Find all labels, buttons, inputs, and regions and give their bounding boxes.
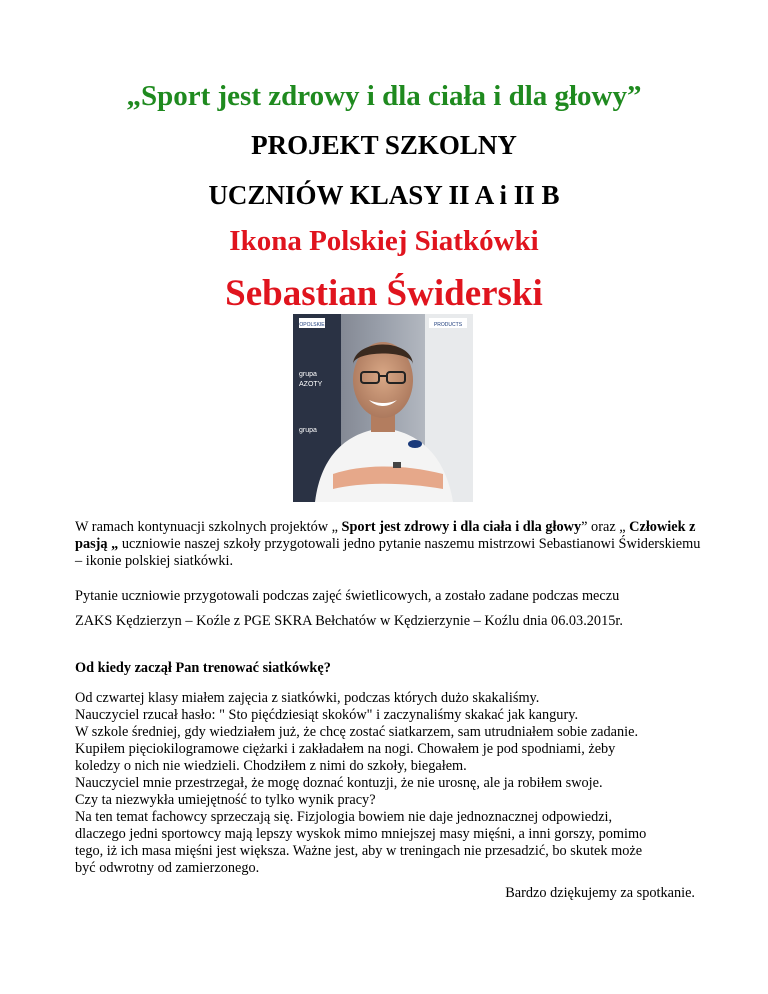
answer-line: Kupiłem pięciokilogramowe ciężarki i zakładałem na nogi. Chowałem je pod spodniami, żeby [75,741,616,757]
answer-line: koledzy o nich nie wiedzieli. Chodziłem z nimi do szkoły, biegałem. [75,758,467,774]
intro-part-3: uczniowie naszej szkoły przygotowali jedno pytanie naszemu mistrzowi Sebastianowi Świderskiemu – ikonie polskiej siatkówki. [75,536,701,569]
intro-bold-2: Człowiek z pasją „ [75,519,696,552]
intro-part-1: W ramach kontynuacji szkolnych projektów „ [75,519,342,535]
question-heading: Od kiedy zaczął Pan trenować siatkówkę? [75,660,331,676]
banner-text-1: OPOLSKIE [299,322,325,328]
context-line-1: Pytanie uczniowie przygotowali podczas zajęć świetlicowych, a zostało zadane podczas meczu [75,588,620,604]
answer-paragraph [75,690,705,877]
slogan-heading: „Sport jest zdrowy i dla ciała i dla głowy” [126,80,642,112]
banner-text-2: PRODUCTS [433,322,463,328]
answer-line: tego, iż ich masa mięśni jest większa. Ważne jest, aby w treningach nie przesadzić, bo skutek może [75,843,643,859]
context-line-2: ZAKS Kędzierzyn – Koźle z PGE SKRA Bełchatów w Kędzierzynie – Koźlu dnia 06.03.2015r. [75,613,623,629]
intro-part-2: ” oraz „ [581,519,630,535]
answer-line: W szkole średniej, gdy wiedziałem już, że chcę zostać siatkarzem, sam utrudniałem sobie zadanie. [75,724,639,740]
intro-bold-1: Sport jest zdrowy i dla ciała i dla głowy [341,519,582,535]
classes-heading: UCZNIÓW KLASY II A i II B [208,180,560,210]
intro-paragraph [75,519,705,570]
answer-line: Nauczyciel mnie przestrzegał, że mogę doznać kontuzji, że nie urosnę, ale ja robiłem swoje. [75,775,603,791]
banner-text-4: AZOTY [299,381,323,388]
project-heading: PROJEKT SZKOLNY [251,130,517,160]
banner-text-5: grupa [299,427,317,434]
answer-line: dlaczego jedni sportowcy mają lepszy wyskok mimo mniejszej masy mięśni, a inni gorszy, pomimo [75,826,647,842]
thanks-text: Bardzo dziękujemy za spotkanie. [505,885,695,901]
answer-line: Od czwartej klasy miałem zajęcia z siatkówki, podczas których dużo skakaliśmy. [75,690,540,706]
icon-title-heading: Ikona Polskiej Siatkówki [229,225,539,257]
answer-line: Czy ta niezwykła umiejętność to tylko wynik pracy? [75,792,376,808]
answer-line: Na ten temat fachowcy sprzeczają się. Fizjologia bowiem nie daje jednoznacznej odpowiedzi, [75,809,613,825]
answer-line: Nauczyciel rzucał hasło: " Sto pięćdziesiąt skoków" i zaczynaliśmy skakać jak kangury. [75,707,579,723]
answer-line: być odwrotny od zamierzonego. [75,860,260,876]
banner-text-3: grupa [299,371,317,378]
portrait-photo [293,314,473,502]
person-name-heading: Sebastian Świderski [225,273,543,314]
